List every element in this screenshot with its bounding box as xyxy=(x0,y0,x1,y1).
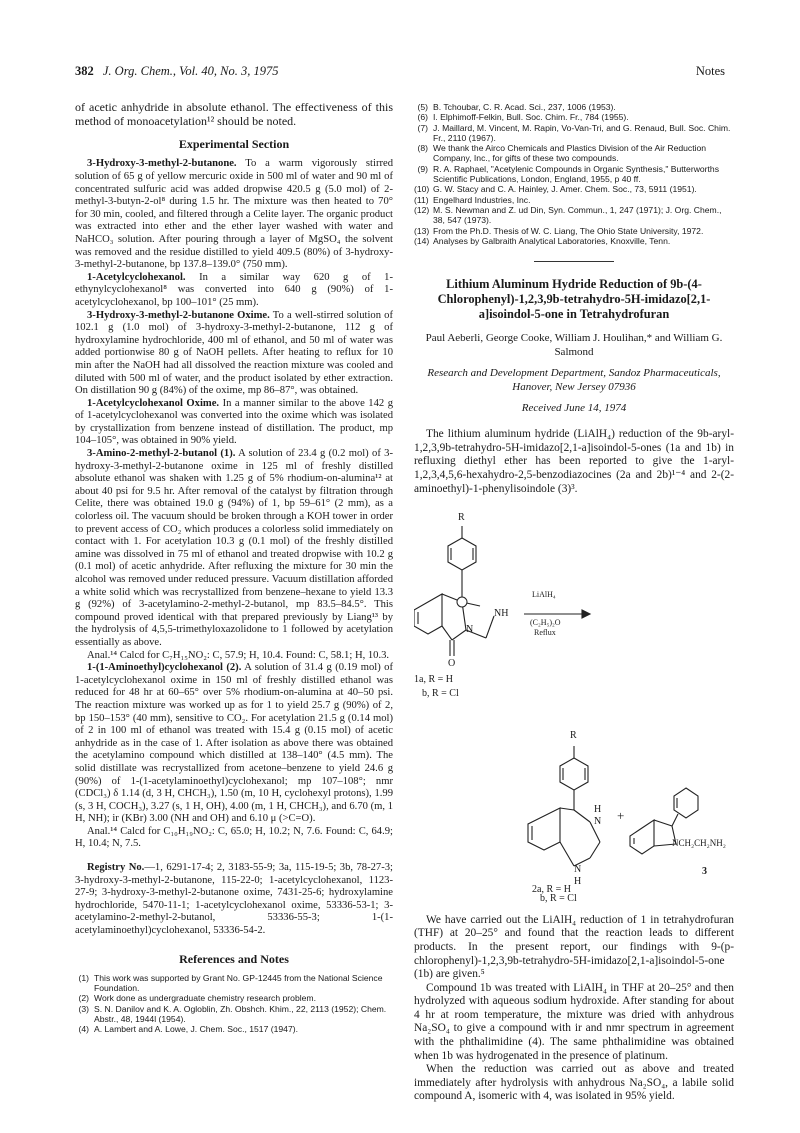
received-date: Received June 14, 1974 xyxy=(521,402,627,415)
reference-item: (7) J. Maillard, M. Vincent, M. Rapin, Vo-Van-Tri, and G. Renaud, Bull. Soc. Chim. Fr., 2110 (1967). xyxy=(417,122,731,143)
article-paragraph: Compound 1b was treated with LiAlH₄ in THF at 20–25° and then hydrolyzed with aqueous sodium hydroxide. After standing for about 4 hr at room temperature, the mixture was dried with anhydrous Na₂SO₄ to give a compound with ir and nmr spectrum in agreement with the phthalimidine (4). The same phthalimidine was obtained when 1b was hydrogenated in the presence of platinum. xyxy=(414,981,734,1062)
label-3: 3 xyxy=(702,866,707,878)
reference-item: (3) S. N. Danilov and K. A. Ogloblin, Zh. Obshch. Khim., 22, 2113 (1952); Chem. Abstr., 48, 1944l (1954). xyxy=(78,1003,387,1024)
reference-item: (12) M. S. Newman and Z. ud Din, Syn. Commun., 1, 247 (1971); J. Org. Chem., 38, 547 (1973). xyxy=(414,204,722,226)
article-paragraph: We have carried out the LiAlH₄ reduction of 1 in tetrahydrofuran (THF) at 20–25° and found that the reaction leads to different products. In the present report, our findings with 9-(p-chlorophenyl)-1,2,3,9b-tetrahydro-5H-imidazo[2,1-a]isoindol-5-one (1b) are given.⁵ xyxy=(414,913,734,981)
label-1b: b, R = Cl xyxy=(422,688,459,700)
reagent-ether: (C₂H₅)₂O xyxy=(530,618,561,628)
atom-label-h-top: H xyxy=(594,804,602,816)
atom-label-nh: NH xyxy=(494,608,509,620)
reference-item: (14) Analyses by Galbraith Analytical Laboratories, Knoxville, Tenn. xyxy=(414,235,671,246)
reference-list-right xyxy=(414,102,734,246)
section-name: Notes xyxy=(695,64,725,78)
atom-label-o: O xyxy=(448,658,456,670)
references-heading: References and Notes xyxy=(179,951,289,966)
section-divider xyxy=(534,261,614,262)
reference-item: (2) Work done as undergraduate chemistry research problem. xyxy=(78,993,316,1004)
substituent-r-2: R xyxy=(570,730,577,742)
journal-citation: J. Org. Chem., Vol. 40, No. 3, 1975 xyxy=(102,64,279,78)
atom-label-n-top: N xyxy=(594,816,602,828)
atom-label-n: N xyxy=(466,624,474,636)
exp-paragraph: 1-Acetylcyclohexanol. In a similar way 620 g of 1-ethynylcyclohexanol⁸ was converted into 640 g (90%) of 1-acetylcyclohexanol, bp 100–101° (25 mm). xyxy=(75,271,393,308)
plus-sign: + xyxy=(617,808,625,824)
reference-item: (9) R. A. Raphael, "Acetylenic Compounds in Organic Synthesis," Butterworths Scientific Publications, London, England, 1955, p 40 ff. xyxy=(417,163,720,185)
article-authors: Paul Aeberli, George Cooke, William J. Houlihan,* and William G. Salmond xyxy=(425,332,723,358)
label-1a: 1a, R = H xyxy=(414,674,453,686)
article-body xyxy=(414,428,734,1104)
registry-numbers: Registry No.—1, 6291-17-4; 2, 3183-55-9; 3a, 115-19-5; 3b, 78-27-3; 3-hydroxy-3-methyl-2-butanone, 115-22-0; 1-acetylcyclohexanol, 1123-27-9; 3-hydroxy-3-methyl-2-butanone oxime, 7431-25-6; hydroxylamine hydrochloride, 5470-11-1; 1-acetylcyclohexanol oxime, 53336-53-1; 3-acetylamino-2-methyl-2-butanol, 53336-55-3; 1-(1-acetylaminoethyl)cyclohexanol, 53336-54-2. xyxy=(75,862,393,937)
right-column xyxy=(414,100,734,1104)
experimental-heading: Experimental Section xyxy=(178,137,290,152)
aminoethyl-sidechain: NCH₂CH₂NH₂ xyxy=(672,838,726,849)
reference-item: (4) A. Lambert and A. Lowe, J. Chem. Soc., 1517 (1947). xyxy=(78,1024,298,1035)
substituent-r: R xyxy=(458,512,465,524)
reference-item: (13) From the Ph.D. Thesis of W. C. Liang, The Ohio State University, 1972. xyxy=(414,225,704,236)
article-title: Lithium Aluminum Hydride Reduction of 9b-(4-Chlorophenyl)-1,2,3,9b-tetrahydro-5H-imidazo[2,1-a]isoindol-5-one in Tetrahydrofuran xyxy=(437,277,711,322)
experimental-paragraphs xyxy=(75,158,393,851)
intro-text: of acetic anhydride in absolute ethanol. The effectiveness of this method of monoacetylation¹² should be noted. xyxy=(75,100,393,129)
article-affiliation: Research and Development Department, Sandoz Pharmaceuticals, Hanover, New Jersey 07936 xyxy=(427,367,721,393)
reagent-reflux: Reflux xyxy=(534,628,556,638)
article-paragraph: When the reduction was carried out as above and treated immediately after hydrolysis with anhydrous Na₂SO₄, a labile solid compound A, isomeric with 4, was isolated in 95% yield. xyxy=(414,1063,734,1103)
header-left xyxy=(75,64,278,79)
analysis-line: Anal.¹⁴ Calcd for C₁₀H₁₉NO₂: C, 65.0; H, 10.2; N, 7.6. Found: C, 64.9; H, 10.4; N, 7.5. xyxy=(75,825,393,850)
label-2a: 2a, R = H xyxy=(532,884,571,896)
exp-paragraph: 1-(1-Aminoethyl)cyclohexanol (2). A solution of 31.4 g (0.19 mol) of 1-acetylcyclohexanol oxime in 150 ml of freshly distilled ethanol was reduced for 48 hr at 60–65° over 5% rhodium-on-alumina at 40–50 psi. The reaction mixture was worked up as for 1 to yield 25.7 g (90%) of 2, bp 150–153° (40 mm), sensitive to CO₂. For acetylation 21.5 g (0.14 mol) of 2 in 100 ml of ethanol was treated with 15.4 g (0.15 mol) of acetic anhydride as in the case of 1. After isolation as above there was obtained the acetylamino compound which distilled at 138–140° (4.5 mm). The solid distillate was recrystallized from acetone–benzene to yield 24.6 g (90%) of 1-(1-acetylaminoethyl)cyclohexanol; mp 107–108°; nmr (CDCl₃) δ 1.14 (d, 3 H, CHCH₃), 1.50 (m, 10 H, cyclohexyl protons), 1.99 (s, 3 H, COCH₃), 3.27 (s, 1 H, OH), 4.00 (m, 1 H, CHCH₃), and 6.70 (m, 1 H, NH); ir (KBr) 3.00 (NH and OH) and 6.10 μ (>C=O). xyxy=(75,662,393,825)
analysis-line: Anal.¹⁴ Calcd for C₇H₁₅NO₂: C, 57.9; H, 10.4. Found: C, 58.1; H, 10.3. xyxy=(87,649,390,661)
left-column xyxy=(75,100,393,1034)
atom-label-h-bottom: H xyxy=(574,876,582,888)
page-header xyxy=(75,64,725,82)
reaction-scheme xyxy=(414,498,734,898)
reference-item: (1) This work was supported by Grant No. GP-12445 from the National Science Foundation. xyxy=(78,972,383,993)
reagent-lialh4: LiAlH₄ xyxy=(532,590,556,600)
reference-item: (11) Engelhard Industries, Inc. xyxy=(414,194,531,205)
reference-item: (10) G. W. Stacy and C. A. Hainley, J. Amer. Chem. Soc., 73, 5911 (1951). xyxy=(414,184,697,195)
reference-list-left xyxy=(75,973,393,1035)
atom-label-n-bottom: N xyxy=(574,864,582,876)
article-paragraph: The lithium aluminum hydride (LiAlH₄) reduction of the 9b-aryl-1,2,3,9b-tetrahydro-5H-imidazo[2,1-a]isoindol-5-ones (1a and 1b) in refluxing diethyl ether has been reported to give the 1-aryl-1,2,3,4,5,6-hexahydro-2,5-benzodiazocines (2a and 2b)¹⁻⁴ and 2-(2-aminoethyl)-1-phenylisoindole (3)³. xyxy=(414,428,734,495)
exp-paragraph: 3-Amino-2-methyl-2-butanol (1). A solution of 23.4 g (0.2 mol) of 3-hydroxy-3-methyl-2-butanone oxime in 125 ml of freshly distilled absolute ethanol was shaken with 1.25 g of 5% rhodium-on-alumina¹² at about 40 psi for 9.5 hr. After removal of the catalyst by filtration through Celite, there was obtained 19.0 g (94%) of 1, bp 59–61° (2 mm), as a colorless oil. The vacuum should be broken through a KOH tower in order to prevent access of CO₂ which produces a colorless solid immediately on contact with 1. For acetylation 10.3 g (0.1 mol) of the freshly distilled amine was dissolved in 75 ml of ethanol and treated dropwise with 10.2 g (0.1 mol) of acetic anhydride. After refluxing the mixture for 30 min the alcohol was removed under reduced pressure. Vacuum distillation afforded a white solid which was recrystallized from benzene–hexane to yield 13.3 g (92%) of 3-acetylamino-2-methyl-2-butanol, mp 83.5–84.5°. This compound proved identical with that prepared previously by Liang¹³ by the hydrolysis of 4,5,5-trimethyloxazolidone to 1 followed by acetylation essentially as above. xyxy=(75,448,393,648)
exp-paragraph: 3-Hydroxy-3-methyl-2-butanone Oxime. To a well-stirred solution of 102.1 g (1.0 mol) of 3-hydroxy-3-methyl-2-butanone, 112 g of hydroxylamine hydrochloride, 400 ml of ethanol, and 50 ml of water was added portionwise 80 g of NaOH pellets. After heating to reflux for 10 min after the NaOH had all dissolved the reaction mixture was cooled and diluted with 500 ml of water, and the product isolated by ether extraction. On distillation 90 g (84%) of the oxime, mp 86–87°, was obtained. xyxy=(75,309,393,397)
reference-item: (5) B. Tchoubar, C. R. Acad. Sci., 237, 1006 (1953). xyxy=(417,102,616,112)
page-number: 382 xyxy=(75,64,94,78)
reference-item: (6) I. Elphimoff-Felkin, Bull. Soc. Chim. Fr., 784 (1955). xyxy=(417,112,629,123)
exp-paragraph: 3-Hydroxy-3-methyl-2-butanone. To a warm vigorously stirred solution of 65 g of yellow mercuric oxide in 500 ml of water and 90 ml of concentrated sulfuric acid was added dropwise 420.5 g (5.0 mol) of 2-methyl-3-butyn-2-ol⁸ during 1.5 hr. The mixture was then heated to 70° for 30 min, cooled, and filtered through a Celite layer. The organic product was extracted into ether and the ether layer washed with water and NaHCO₃ solution. After pouring through a layer of MgSO₄ the solvent was removed and the residue distilled to yield 409.5 (80%) of 3-hydroxy-3-methyl-2-butanone, bp 137.8–139.0° (750 mm). xyxy=(75,158,393,271)
label-2b: b, R = Cl xyxy=(540,893,577,905)
phenyl-ring xyxy=(448,538,476,570)
exp-paragraph: 1-Acetylcyclohexanol Oxime. In a manner similar to the above 142 g of 1-acetylcyclohexanol was converted into the oxime which was isolated by crystallization from benzene instead of distillation. The product, mp 104–105°, was obtained in 90% yield. xyxy=(75,397,393,447)
reference-item: (8) We thank the Airco Chemicals and Plastics Division of the Air Reduction Company, Inc., for gifts of these two compounds. xyxy=(417,143,707,164)
